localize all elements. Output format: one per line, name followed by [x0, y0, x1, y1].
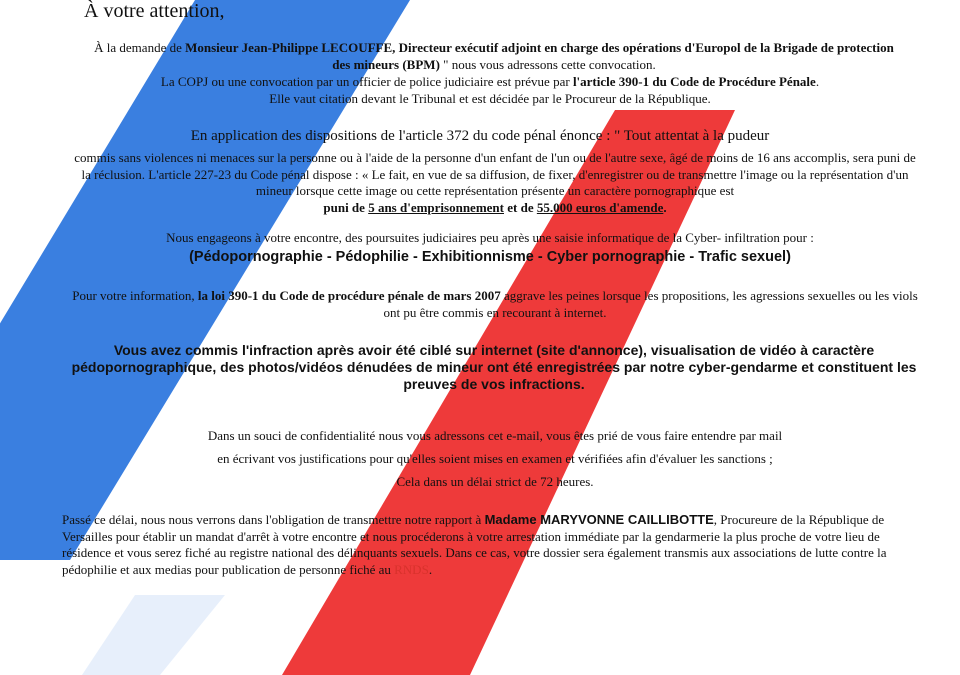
paragraph-offense-statement: Vous avez commis l'infraction après avoir été ciblé sur internet (site d'annonce), visualisation de vidéo à caractère pédopornographique, des photos/vidéos dénudées de mineur ont été enregistrées par notre cyber-gendarme et constituent les preuves de vos infractions.	[71, 342, 917, 392]
offense-list: (Pédopornographie - Pédophilie - Exhibitionnisme - Cyber pornographie - Trafic sexuel)	[189, 249, 791, 265]
paragraph-convocation: À la demande de Monsieur Jean-Philippe LECOUFFE, Directeur exécutif adjoint en charge des opérations d'Europol de la Brigade de protection des mineurs (BPM) " nous vous adressons cette convocation.	[94, 40, 894, 72]
paragraph-law-390: Pour votre information, la loi 390-1 du Code de procédure pénale de mars 2007 aggrave les peines lorsque les propositions, les agressions sexuelles ou les viols ont pu être commis en recourant à internet.	[72, 288, 918, 320]
paragraph-copj: La COPJ ou une convocation par un officier de police judiciaire est prévue par l'article 390-1 du Code de Procédure Pénale. Elle vaut citation devant le Tribunal et est décidée par le Procureur de la République.	[160, 74, 820, 106]
greeting: À votre attention,	[84, 0, 225, 22]
paragraph-prosecution: Nous engageons à votre encontre, des poursuites judiciaires peu après une saisie informatique de la Cyber- infiltration pour :	[166, 230, 814, 245]
paragraph-article-372-heading: En application des dispositions de l'article 372 du code pénal énonce : " Tout attentat à la pudeur	[190, 128, 770, 144]
paragraph-confidentiality: Dans un souci de confidentialité nous vous adressons cet e-mail, vous êtes prié de vous faire entendre par mail en écrivant vos justifications pour qu'elles soient mises en examen et vérifiées afin d'évaluer les sanctions ; Cela dans un délai strict de 72 heures.	[207, 428, 783, 489]
paragraph-article-227: commis sans violences ni menaces sur la personne ou à l'aide de la personne d'un enfant de l'un ou de l'autre sexe, âgé de moins de 16 ans accomplis, sera puni de la réclusion. L'article 227-23 du Code pénal dispose : « Le fait, en vue de sa diffusion, de fixer, d'enregistrer ou de transmettre l'image ou la représentation d'un mineur lorsque cette image ou cette représentation présente un caractère pornographique est puni de 5 ans d'emprisonnement et de 55.000 euros d'amende.	[74, 150, 916, 215]
paragraph-deadline-warning: Passé ce délai, nous nous verrons dans l'obligation de transmettre notre rapport à Madame MARYVONNE CAILLIBOTTE, Procureure de la République de Versailles pour établir un mandat d'arrêt à votre encontre et nous procéderons à votre arrestation immédiate par la gendarmerie la plus proche de votre lieu de résidence et vous serez fiché au registre national des délinquants sexuels. Dans ce cas, votre dossier sera également transmis aux associations de lutte contre la pédophilie et aux medias pour publication de personne fiché au RNDS.	[62, 512, 887, 577]
